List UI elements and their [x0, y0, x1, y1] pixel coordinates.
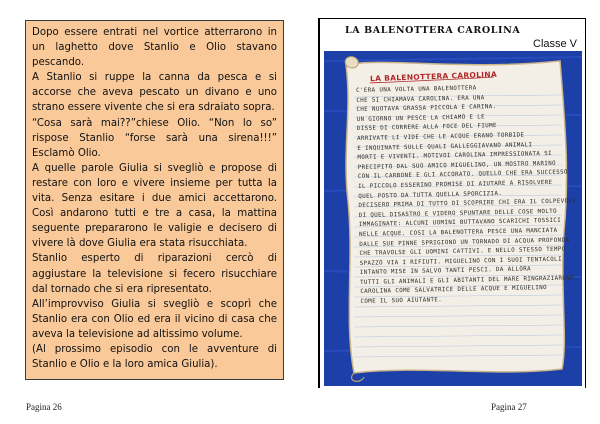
- handwritten-line: COME IL SUO AIUTANTE.: [360, 297, 443, 306]
- handwritten-line: UN GIORNO UN PESCE LA CHIAMÒ E LE: [356, 114, 486, 123]
- story-paragraph: A quelle parole Giulia si svegliò e propose di restare con loro e vivere insieme per tutta la vita. Senza esitare i due amici accettarono. Così andarono tutti e tre a casa, la mattina seguente prepararono le valigie e decisero di vivere là dove Giulia era stata risucchiata.: [32, 162, 277, 250]
- handwritten-line: C'ERA UNA VOLTA UNA BALENOTTERA: [356, 85, 477, 94]
- handwritten-line: QUEL POSTO DA TUTTA QUELLA SPORCIZIA.: [358, 190, 503, 200]
- handwritten-line: DISSE DI CORRERE ALLA FOCE DEL FIUME: [356, 123, 497, 133]
- handwritten-line: DECISERO PRIMA DI TUTTO DI SCOPRIRE CHI ERA IL COLPEVOLE: [358, 198, 577, 210]
- story-paragraph: Stanlio esperto di riparazioni cercò di aggiustare la televisione si fecero risucchiare dal tornado che si era ripresentato.: [32, 253, 277, 295]
- story-paragraph: Dopo essere entrati nel vortice atterrarono in un laghetto dove Stanlio e Olio stavano pescando.: [32, 27, 277, 69]
- handwritten-line: DI QUEL DISASTRO E VIDERO SPUNTARE DELLE COSE MOLTO: [358, 208, 558, 219]
- handwritten-story: [356, 82, 582, 307]
- story-paragraph: (Al prossimo episodio con le avventure di Stanlio e Olio e la loro amica Giulia).: [32, 343, 277, 371]
- story-paragraph: All’improvviso Giulia si svegliò e scoprì che Stanlio era con Olio ed era il vicino di casa che aveva la televisione ad altissimo volume.: [32, 298, 277, 340]
- class-label: Classe V: [533, 38, 578, 50]
- story-paragraph: “Cosa sarà mai??”chiese Olio. “Non lo so” rispose Stanlio “forse sarà una sirena!!!” Esclamò Olio.: [32, 117, 277, 159]
- handwritten-line: TUTTI GLI ANIMALI E GLI ABITANTI DEL MARE RINGRAZIARONO: [360, 275, 575, 286]
- handwritten-line: DALLE SUE PINNE SPRIGIONÒ UN TORNADO DI ACQUA PROFONDA: [359, 237, 570, 248]
- handwritten-line: MORTI E VIVENTI. MOTIVOI CAROLINA IMPRESSIONATA SI: [357, 151, 553, 162]
- page-number-right: Pagina 27: [491, 402, 527, 412]
- scroll-title: LA BALENOTTERA CAROLINA: [369, 69, 498, 84]
- right-page: [300, 0, 600, 424]
- handwritten-line: INTANTO MISE IN SALVO TANTI PESCI. DA ALLORA: [359, 266, 532, 277]
- scroll-curl-bottom: [352, 373, 364, 381]
- page-title: LA BALENOTTERA CAROLINA: [345, 25, 521, 36]
- handwritten-line: CON IL CARBONE E GLI ACCORATO. QUELLO CHE ERA SUCCESSO: [357, 169, 568, 181]
- handwritten-line: CAROLINA COME SALVATRICE DELLE ACQUE E MIGUELINO: [360, 285, 548, 296]
- scroll-curl-top: [345, 57, 358, 68]
- handwritten-line: IMMAGINATE: ALCUNI UOMINI BUTTAVANO SCARICHI TOSSICI: [358, 218, 562, 229]
- page-number-left: Pagina 26: [26, 402, 62, 412]
- handwritten-line: CHE TRAVOLSE GLI UOMINI CATTIVI. E NELLO STESSO TEMPO: [359, 246, 566, 258]
- handwritten-line: NELLE ACQUE. COSI LA BALENOTTERA PESCE UNA MANCIATA: [359, 227, 558, 238]
- handwritten-line: ARRIVATE LI VIDE CHE LE ACQUE ERANO TORBIDE: [357, 132, 525, 142]
- handwritten-line: PRECIPITÒ DAL SUO AMICO MIGUELINO, UN MOSTRO MARINO: [357, 160, 557, 171]
- handwritten-line: CHE NUOTAVA GRASSA PICCOLA E CARINA.: [356, 104, 497, 114]
- handwritten-line: IL PICCOLO ESSERINO PROMISE DI AIUTARE A RISOLVERE: [358, 179, 553, 190]
- handwritten-line: SPAZZÒ VIA I RIFIUTI. MIGUELINO CON I SUOI TENTACOLI: [359, 256, 562, 267]
- scroll-drawing: [324, 51, 582, 386]
- handwritten-line: E INQUINATE SULLE QUALI GALLEGGIAVANO ANIMALI: [357, 141, 533, 152]
- handwritten-line: CHE SI CHIAMAVA CAROLINA. ERA UNA: [356, 94, 485, 104]
- story-text-box: [25, 20, 284, 380]
- story-paragraph: A Stanlio si ruppe la canna da pesca e si accorse che aveva pescato un divano e uno strano essere vivente che si era sdraiato sopra.: [32, 72, 277, 114]
